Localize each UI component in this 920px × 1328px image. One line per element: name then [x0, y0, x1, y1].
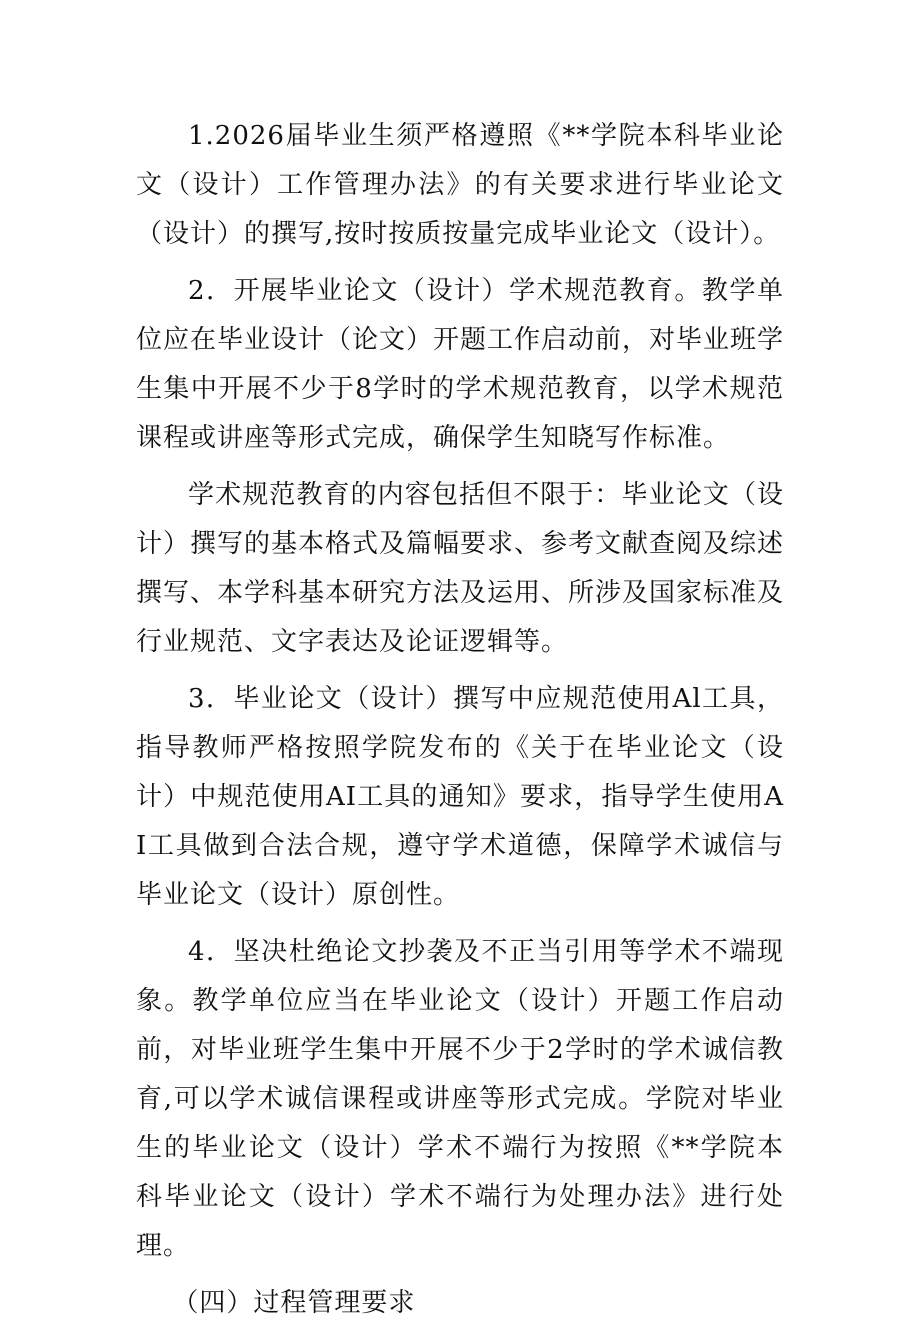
- paragraph-2: 2．开展毕业论文（设计）学术规范教育。教学单位应在毕业设计（论文）开题工作启动前，对毕业班学生集中开展不少于8学时的学术规范教育，以学术规范课程或讲座等形式完成，确保学生知晓写作标准。: [136, 276, 785, 453]
- paragraph-3: 学术规范教育的内容包括但不限于：毕业论文（设计）撰写的基本格式及篇幅要求、参考文献查阅及综述撰写、本学科基本研究方法及运用、所涉及国家标准及行业规范、文字表达及论证逻辑等。: [136, 480, 785, 657]
- section-heading: （四）过程管理要求: [172, 1288, 416, 1318]
- document-body: [136, 112, 784, 1328]
- paragraph-5: 4．坚决杜绝论文抄袭及不正当引用等学术不端现象。教学单位应当在毕业论文（设计）开题工作启动前，对毕业班学生集中开展不少于2学时的学术诚信教育,可以学术诚信课程或讲座等形式完成。学院对毕业生的毕业论文（设计）学术不端行为按照《**学院本科毕业论文（设计）学术不端行为处理办法》进行处理。: [136, 937, 784, 1261]
- paragraph-1: 1.2026届毕业生须严格遵照《**学院本科毕业论文（设计）工作管理办法》的有关要求进行毕业论文（设计）的撰写,按时按质按量完成毕业论文（设计）。: [136, 121, 784, 249]
- paragraph-4: 3．毕业论文（设计）撰写中应规范使用Al工具，指导教师严格按照学院发布的《关于在毕业论文（设计）中规范使用AI工具的通知》要求，指导学生使用AI工具做到合法合规，遵守学术道德，保障学术诚信与毕业论文（设计）原创性。: [136, 684, 784, 910]
